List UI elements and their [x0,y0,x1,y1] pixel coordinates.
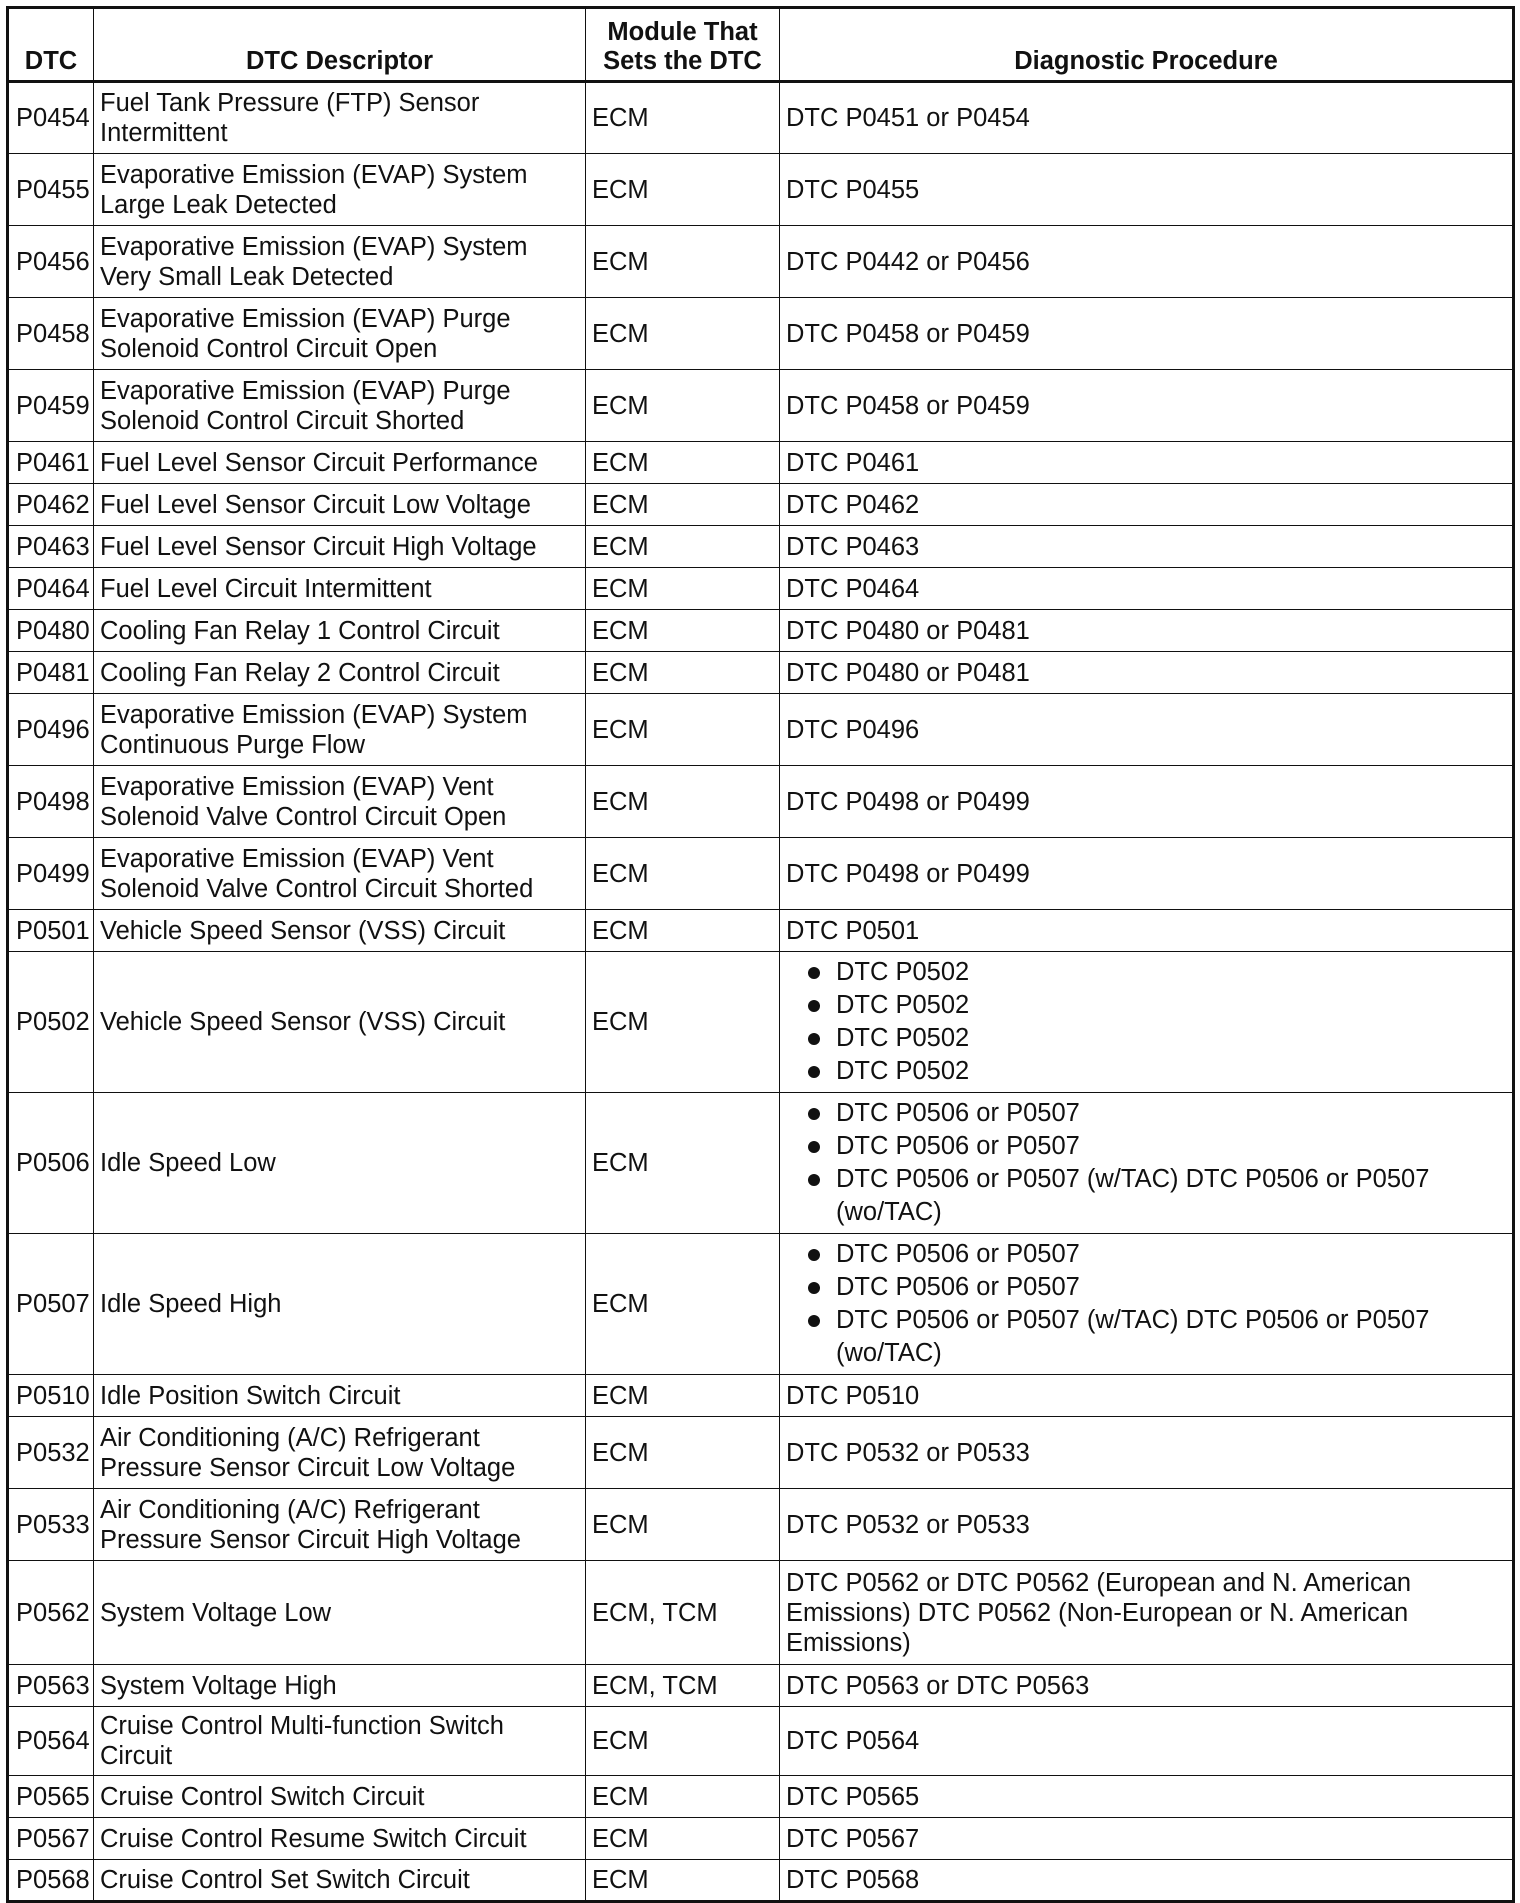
table-row [8,694,1514,766]
dtc-code-cell: P0507 [8,1234,94,1375]
dtc-code-cell: P0510 [8,1375,94,1417]
table-row [8,1707,1514,1776]
table-row [8,442,1514,484]
procedure-list-item[interactable]: DTC P0502 [786,956,1452,989]
dtc-descriptor-cell: Evaporative Emission (EVAP) System Continuous Purge Flow [94,694,586,766]
module-cell: ECM [586,766,780,838]
dtc-descriptor-cell: Evaporative Emission (EVAP) System Very Small Leak Detected [94,226,586,298]
dtc-code-cell: P0481 [8,652,94,694]
procedure-list-item[interactable]: DTC P0506 or P0507 (w/TAC) DTC P0506 or P0507 (wo/TAC) [786,1304,1452,1370]
dtc-descriptor-cell: Fuel Level Sensor Circuit High Voltage [94,526,586,568]
dtc-descriptor-cell: Vehicle Speed Sensor (VSS) Circuit [94,952,586,1093]
dtc-code-cell: P0532 [8,1417,94,1489]
dtc-descriptor-cell: Air Conditioning (A/C) Refrigerant Pressure Sensor Circuit Low Voltage [94,1417,586,1489]
procedure-cell[interactable]: DTC P0442 or P0456 [780,226,1514,298]
dtc-code-cell: P0567 [8,1818,94,1860]
procedure-cell[interactable]: DTC P0498 or P0499 [780,766,1514,838]
dtc-descriptor-cell: Evaporative Emission (EVAP) System Large Leak Detected [94,154,586,226]
dtc-code-cell: P0462 [8,484,94,526]
table-row [8,766,1514,838]
procedure-cell[interactable]: DTC P0451 or P0454 [780,82,1514,154]
dtc-descriptor-cell: Evaporative Emission (EVAP) Purge Solenoid Control Circuit Shorted [94,370,586,442]
module-cell: ECM [586,1818,780,1860]
procedure-cell[interactable]: DTC P0562 or DTC P0562 (European and N. American Emissions) DTC P0562 (Non-European or N. American Emissions) [780,1561,1514,1665]
procedure-list-item[interactable]: DTC P0502 [786,1055,1452,1088]
table-row [8,910,1514,952]
procedure-cell[interactable]: DTC P0463 [780,526,1514,568]
procedure-cell[interactable]: DTC P0532 or P0533 [780,1489,1514,1561]
module-cell: ECM, TCM [586,1665,780,1707]
dtc-code-cell: P0459 [8,370,94,442]
dtc-code-cell: P0563 [8,1665,94,1707]
dtc-descriptor-cell: Cruise Control Resume Switch Circuit [94,1818,586,1860]
module-cell: ECM [586,910,780,952]
dtc-code-cell: P0496 [8,694,94,766]
table-row [8,1234,1514,1375]
header-module: Module That Sets the DTC [586,8,780,82]
table-row [8,1818,1514,1860]
dtc-code-cell: P0463 [8,526,94,568]
table-row [8,1860,1514,1902]
procedure-cell [780,1093,1514,1234]
module-cell: ECM [586,1776,780,1818]
header-row [8,8,1514,82]
dtc-code-cell: P0501 [8,910,94,952]
table-row [8,568,1514,610]
dtc-descriptor-cell: Air Conditioning (A/C) Refrigerant Pressure Sensor Circuit High Voltage [94,1489,586,1561]
dtc-descriptor-cell: Fuel Level Circuit Intermittent [94,568,586,610]
table-row [8,838,1514,910]
procedure-cell[interactable]: DTC P0461 [780,442,1514,484]
header-dtc: DTC [8,8,94,82]
table-row [8,610,1514,652]
dtc-code-cell: P0568 [8,1860,94,1902]
module-cell: ECM [586,952,780,1093]
procedure-cell[interactable]: DTC P0563 or DTC P0563 [780,1665,1514,1707]
dtc-code-cell: P0565 [8,1776,94,1818]
procedure-list-item[interactable]: DTC P0506 or P0507 (w/TAC) DTC P0506 or P0507 (wo/TAC) [786,1163,1452,1229]
procedure-cell[interactable]: DTC P0565 [780,1776,1514,1818]
dtc-descriptor-cell: Evaporative Emission (EVAP) Vent Solenoid Valve Control Circuit Open [94,766,586,838]
procedure-cell[interactable]: DTC P0532 or P0533 [780,1417,1514,1489]
dtc-descriptor-cell: Evaporative Emission (EVAP) Purge Solenoid Control Circuit Open [94,298,586,370]
procedure-cell[interactable]: DTC P0458 or P0459 [780,370,1514,442]
dtc-descriptor-cell: Vehicle Speed Sensor (VSS) Circuit [94,910,586,952]
procedure-cell[interactable]: DTC P0501 [780,910,1514,952]
table-body [8,82,1514,1902]
procedure-list-item[interactable]: DTC P0506 or P0507 [786,1130,1452,1163]
procedure-cell [780,1234,1514,1375]
dtc-descriptor-cell: Evaporative Emission (EVAP) Vent Solenoid Valve Control Circuit Shorted [94,838,586,910]
dtc-descriptor-cell: Fuel Level Sensor Circuit Low Voltage [94,484,586,526]
dtc-descriptor-cell: Cruise Control Multi-function Switch Circuit [94,1707,586,1776]
dtc-descriptor-cell: Cooling Fan Relay 1 Control Circuit [94,610,586,652]
table-row [8,370,1514,442]
dtc-code-cell: P0499 [8,838,94,910]
procedure-cell[interactable]: DTC P0567 [780,1818,1514,1860]
module-cell: ECM [586,838,780,910]
table-row [8,82,1514,154]
module-cell: ECM [586,484,780,526]
dtc-code-cell: P0458 [8,298,94,370]
table-row [8,298,1514,370]
module-cell: ECM [586,1489,780,1561]
procedure-cell[interactable]: DTC P0458 or P0459 [780,298,1514,370]
procedure-cell[interactable]: DTC P0464 [780,568,1514,610]
module-cell: ECM, TCM [586,1561,780,1665]
module-cell: ECM [586,1093,780,1234]
module-cell: ECM [586,442,780,484]
dtc-code-cell: P0533 [8,1489,94,1561]
procedure-cell[interactable]: DTC P0496 [780,694,1514,766]
table-row [8,1093,1514,1234]
procedure-list-item[interactable]: DTC P0502 [786,1022,1452,1055]
module-cell: ECM [586,694,780,766]
module-cell: ECM [586,226,780,298]
table-row [8,1489,1514,1561]
dtc-descriptor-cell: Idle Position Switch Circuit [94,1375,586,1417]
dtc-code-cell: P0498 [8,766,94,838]
dtc-code-cell: P0455 [8,154,94,226]
dtc-descriptor-cell: Fuel Tank Pressure (FTP) Sensor Intermittent [94,82,586,154]
procedure-cell[interactable]: DTC P0568 [780,1860,1514,1902]
procedure-list [786,1238,1452,1370]
procedure-cell[interactable]: DTC P0564 [780,1707,1514,1776]
procedure-list-item[interactable]: DTC P0506 or P0507 [786,1097,1452,1130]
table-row [8,1665,1514,1707]
module-cell: ECM [586,610,780,652]
table-header [8,8,1514,82]
module-cell: ECM [586,370,780,442]
module-cell: ECM [586,568,780,610]
dtc-code-cell: P0456 [8,226,94,298]
procedure-cell[interactable]: DTC P0455 [780,154,1514,226]
table-row [8,1375,1514,1417]
dtc-code-cell: P0480 [8,610,94,652]
dtc-code-cell: P0562 [8,1561,94,1665]
module-cell: ECM [586,652,780,694]
table-row [8,652,1514,694]
dtc-descriptor-cell: Cruise Control Switch Circuit [94,1776,586,1818]
header-descriptor: DTC Descriptor [94,8,586,82]
dtc-descriptor-cell: Cooling Fan Relay 2 Control Circuit [94,652,586,694]
procedure-list-item[interactable]: DTC P0502 [786,989,1452,1022]
procedure-list-item[interactable]: DTC P0506 or P0507 [786,1238,1452,1271]
dtc-code-cell: P0564 [8,1707,94,1776]
procedure-list [786,1097,1452,1229]
table-row [8,226,1514,298]
table-row [8,484,1514,526]
module-cell: ECM [586,298,780,370]
module-cell: ECM [586,82,780,154]
dtc-code-cell: P0461 [8,442,94,484]
table-row [8,1561,1514,1665]
dtc-code-cell: P0464 [8,568,94,610]
dtc-table [6,6,1515,1903]
dtc-descriptor-cell: Idle Speed Low [94,1093,586,1234]
dtc-descriptor-cell: Idle Speed High [94,1234,586,1375]
table-row [8,1417,1514,1489]
table-row [8,952,1514,1093]
procedure-cell[interactable]: DTC P0462 [780,484,1514,526]
dtc-code-cell: P0502 [8,952,94,1093]
procedure-list-item[interactable]: DTC P0506 or P0507 [786,1271,1452,1304]
table-row [8,1776,1514,1818]
dtc-code-cell: P0506 [8,1093,94,1234]
module-cell: ECM [586,1234,780,1375]
table-row [8,154,1514,226]
module-cell: ECM [586,1860,780,1902]
module-cell: ECM [586,154,780,226]
dtc-code-cell: P0454 [8,82,94,154]
procedure-cell[interactable]: DTC P0510 [780,1375,1514,1417]
procedure-cell[interactable]: DTC P0498 or P0499 [780,838,1514,910]
dtc-descriptor-cell: System Voltage High [94,1665,586,1707]
module-cell: ECM [586,526,780,568]
procedure-cell[interactable]: DTC P0480 or P0481 [780,610,1514,652]
table-row [8,526,1514,568]
procedure-list [786,956,1452,1088]
dtc-descriptor-cell: Cruise Control Set Switch Circuit [94,1860,586,1902]
procedure-cell [780,952,1514,1093]
header-procedure: Diagnostic Procedure [780,8,1514,82]
dtc-descriptor-cell: Fuel Level Sensor Circuit Performance [94,442,586,484]
module-cell: ECM [586,1707,780,1776]
dtc-descriptor-cell: System Voltage Low [94,1561,586,1665]
module-cell: ECM [586,1375,780,1417]
module-cell: ECM [586,1417,780,1489]
procedure-cell[interactable]: DTC P0480 or P0481 [780,652,1514,694]
